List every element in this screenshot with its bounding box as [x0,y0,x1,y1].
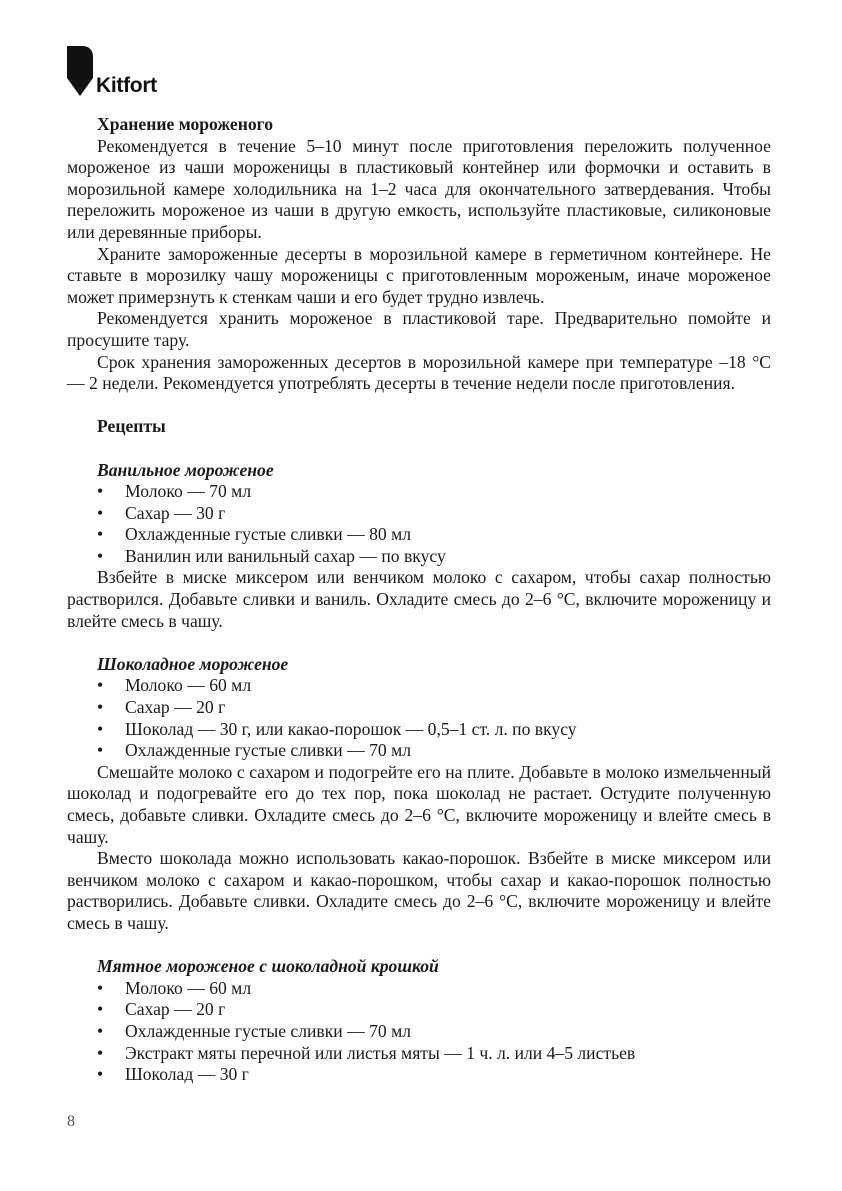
recipe-mint [67,956,771,1086]
recipe-vanilla [67,460,771,633]
recipe-title: Шоколадное мороженое [97,653,289,674]
storage-heading: Хранение мороженого [97,114,274,134]
ingredient-item: • Молоко — 60 мл [67,978,771,1000]
kitfort-logo-icon [67,46,93,96]
brand-logo [67,46,157,96]
storage-paragraph: Храните замороженные десерты в морозильной камере в герметичном контейнере. Не ставьте в морозилку чашу мороженицы с приготовленным мороженым, иначе мороженое может примерзнуть к стенкам чаши и его будет трудно извлечь. [67,243,771,307]
recipe-step: Взбейте в миске миксером или венчиком молоко с сахаром, чтобы сахар полностью растворился. Добавьте сливки и ваниль. Охладите смесь до 2–6 °C, включите мороженицу и влейте смесь в чашу. [67,567,771,631]
ingredient-item: • Шоколад — 30 г [67,1064,771,1086]
recipe-step: Смешайте молоко с сахаром и подогрейте его на плите. Добавьте в молоко измельченный шоколад и подогревайте его до тех пор, пока шоколад не растает. Остудите полученную смесь, добавьте сливки. Охладите смесь до 2–6 °C, включите мороженицу и влейте смесь в чашу. [67,761,771,847]
ingredient-item: • Экстракт мяты перечной или листья мяты — 1 ч. л. или 4–5 листьев [67,1043,771,1065]
ingredient-list [67,978,771,1086]
recipes-heading: Рецепты [97,416,166,437]
ingredient-item: • Сахар — 20 г [67,697,771,719]
brand-name: Kitfort [96,74,157,97]
ingredient-item: • Шоколад — 30 г, или какао-порошок — 0,5–1 ст. л. по вкусу [67,719,771,741]
page-number: 8 [67,1113,75,1130]
ingredient-item: • Молоко — 60 мл [67,675,771,697]
recipe-step: Вместо шоколада можно использовать какао-порошок. Взбейте в миске миксером или венчиком молоко с сахаром и какао-порошком, чтобы сахар и какао-порошок полностью растворились. Добавьте сливки. Охладите смесь до 2–6 °C, включите мороженицу и влейте смесь в чашу. [67,848,771,933]
recipe-title: Ванильное мороженое [97,459,274,480]
ingredient-item: • Охлажденные густые сливки — 70 мл [67,1021,771,1043]
page-content [67,114,771,1086]
recipe-title: Мятное мороженое с шоколадной крошкой [97,956,439,977]
ingredient-list [67,481,771,567]
recipe-chocolate [67,654,771,935]
ingredient-list [67,675,771,761]
storage-paragraph: Рекомендуется хранить мороженое в пластиковой таре. Предварительно помойте и просушите тару. [67,308,771,350]
ingredient-item: • Ванилин или ванильный сахар — по вкусу [67,546,771,568]
ingredient-item: • Сахар — 20 г [67,999,771,1021]
ingredient-item: • Молоко — 70 мл [67,481,771,503]
ingredient-item: • Охлажденные густые сливки — 70 мл [67,740,771,762]
storage-paragraph: Срок хранения замороженных десертов в морозильной камере при температуре –18 °C — 2 недели. Рекомендуется употреблять десерты в течение недели после приготовления. [67,351,771,394]
storage-paragraph: Рекомендуется в течение 5–10 минут после приготовления переложить полученное мороженое из чаши мороженицы в пластиковый контейнер или формочки и оставить в морозильной камере холодильника на 1–2 часа для окончательного затвердевания. Чтобы переложить мороженое из чаши в другую емкость, используйте пластиковые, силиконовые или деревянные приборы. [67,135,771,242]
ingredient-item: • Охлажденные густые сливки — 80 мл [67,524,771,546]
ingredient-item: • Сахар — 30 г [67,503,771,525]
